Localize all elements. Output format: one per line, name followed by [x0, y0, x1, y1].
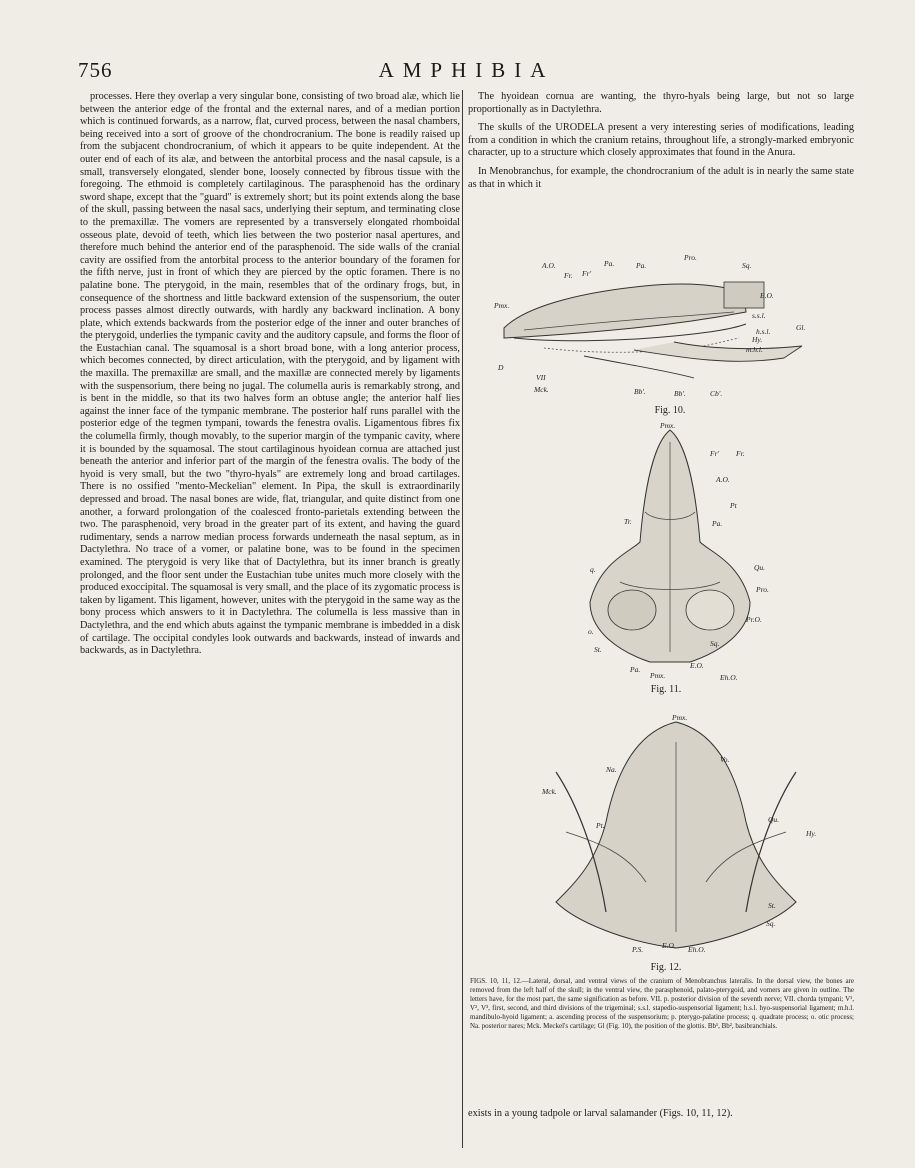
fig11-label: o. [588, 627, 594, 636]
fig10-label: Mck. [534, 385, 549, 394]
figure-10 [484, 238, 824, 398]
fig11-label: St. [594, 645, 602, 654]
fig11-label: Pt [730, 501, 737, 510]
fig10-label: Fr' [582, 269, 592, 278]
fig11-label: q. [590, 565, 596, 574]
fig12-label: Pt. [596, 821, 605, 830]
fig11-label: Pa. [630, 665, 641, 674]
figure-12-illustration [536, 712, 826, 960]
fig11-label: Pr.O. [746, 615, 762, 624]
fig12-label: Mck. [542, 787, 557, 796]
fig12-label: Qu. [768, 815, 780, 824]
figure-10-illustration [484, 238, 824, 398]
running-head: AMPHIBIA [378, 58, 555, 82]
fig11-label: Sq. [710, 639, 720, 648]
right-paragraph-2: The skulls of the URODELA present a very interesting series of modifications, leading from a condition in which the cranium retains, throughout life, a strongly-marked embryonic character, up to a structure which closely approximates that found in the Anura. [468, 122, 854, 159]
figure-10-caption: Fig. 10. [654, 405, 686, 416]
right-paragraph-3: In Menobranchus, for example, the chondrocranium of the adult is in nearly the same state as that in which it [468, 165, 854, 190]
left-column-text: processes. Here they overlap a very singular bone, consisting of two broad alæ, which lie between the anterior edge of the frontal and the external nares, and of a median portion which is continued forwards, as a narrow, flat, curved process, between the nasal chambers, being received into a sort of groove of the chondrocranium. The bone is readily raised up from the subjacent chondrocranium, of which it appears to be quite independent. At the outer end of each of its alæ, and between the antorbital process and the nasal capsule, is a small, transversely elongated, slender bone, loosely connected by fibrous tissue with the foregoing. The ethmoid is completely cartilaginous. The parasphenoid has the ordinary sword shape, except that the "guard" is extremely short; but its point extends along the base of the skull, passing between the nasal sacs, underlying their septum, and terminating close to the premaxillæ. The vomers are represented by a transversely elongated rhomboidal osseous plate, devoid of teeth, which lies between the two posterior nasal apertures, and therefore much behind the anterior end of the parasphenoid. The side walls of the cranial cavity are ossified from the antorbital process to the anterior boundary of the foramen for the fifth nerve, just in front of which they are pierced by the optic foramen. There is no palatine bone. The pterygoid, in the main, resembles that of the ordinary frogs, but, in consequence of the shortness and little backward extension of the suspensorium, the outer process passes almost directly outwards, with hardly any backward inclination. A bony plate, which extends backwards from the posterior edge of the inner and outer branches of the pterygoid, underlies the tympanic cavity and the auditory capsule, and forms the floor of the Eustachian canal. The squamosal is a short broad bone, with a long anterior process, which becomes connected, by direct articulation, with the pterygoid, and by ligament with the maxilla. The premaxillæ are small, and the maxillæ are connected merely by ligaments with the suspensorium, there being no jugal. The columella auris is remarkably strong, and is bent in the middle, so that its two halves form an obtuse angle; the anterior half lies against the inner face of the tympanic membrane. The posterior half runs parallel with the posterior edge of the tegmen tympani, towards the fenestra ovalis. Ligamentous fibres fix the columella firmly, though movably, to the superior margin of the tympanic cavity, where it is bounded by the squamosal. The stout cartilaginous hyoidean cornua are attached just beneath the anterior and inferior part of the margin of the fenestra ovalis. The body of the hyoid is very small, but the two "thyro-hyals" are extremely long and broad cartilages. There is no ossified "mento-Meckelian" element. In Pipa, the skull is extraordinarily depressed and broad. The nasal bones are wide, flat, triangular, and quite distinct from one another, a forward prolongation of the coalesced fronto-parietals extending between the two. The parasphenoid, very broad in the greater part of its extent, and having the guard rudimentary, sends a narrow median process forwards underneath the nasal septum, as in Dactylethra. No trace of a vomer, or palatine bone, was to be found in the specimen examined. The pterygoid is very like that of Dactylethra, but its inner branch is greatly prolonged, and the floor sent under the Eustachian tube unites much more closely with the produced exoccipital. The squamosal is very small, and the place of its zygomatic process is taken by ligament. This ligament, however, unites with the pterygoid in the same way as the bony process which answers to it in Dactylethra. The columella is less massive than in Dactylethra, and the end which abuts against the tympanic membrane is imbedded in a disk of cartilage. The occipital condyles look outwards and backwards, instead of inwards and backwards, as in Dactylethra. [80, 91, 460, 657]
fig10-label: Pro. [684, 253, 697, 262]
fig11-label: Tr. [624, 517, 632, 526]
fig12-label: Pmx. [672, 713, 688, 722]
figure-11-caption: Fig. 11. [650, 684, 682, 695]
fig10-label: Pmx. [494, 301, 510, 310]
fig10-label: Sq. [742, 261, 752, 270]
fig10-label: Cb'. [710, 389, 723, 398]
page-number: 756 [78, 58, 113, 82]
fig10-label: Bb'. [674, 389, 686, 398]
fig11-label: E.O. [690, 661, 704, 670]
fig11-label: Pa. [712, 519, 723, 528]
left-column [80, 91, 460, 1151]
page-header [78, 58, 855, 84]
fig10-label: Gl. [796, 323, 806, 332]
figure-caption: FIGS. 10, 11, 12.—Lateral, dorsal, and ventral views of the cranium of Menobranchus lateralis. In the dorsal view, the bones are removed from the left half of the skull; in the ventral view, the parasphenoid, palato-pterygoid, and vomers are given in outline. The letters have, for the most part, the same signification as before. VII. p. posterior division of the seventh nerve; VII. chorda tympani; V¹, V², V³, first, second, and third divisions of the trigeminal; s.s.l. stapedio-suspensorial ligament; h.s.l. hyo-suspensorial ligament; m.h.l. mandibulo-hyoid ligament; a. ascending process of the suspensorium; p. pterygo-palatine process; q. quadrate process; o. otic process; Na. posterior nares; Mck. Meckel's cartilage; Gl (Fig. 10), the position of the glottis. Bb¹, Bb², basibranchials. [470, 977, 854, 1030]
fig12-label: Na. [606, 765, 617, 774]
fig10-label: Bb'. [634, 387, 646, 396]
fig10-label: Fr. [564, 271, 573, 280]
fig12-label: St. [768, 901, 776, 910]
fig10-label: Hy. [752, 335, 763, 344]
right-column-top [468, 91, 854, 191]
fig12-label: Eh.O. [688, 945, 706, 954]
fig12-label: Sq. [766, 919, 776, 928]
figure-12-caption: Fig. 12. [650, 962, 682, 973]
fig11-label: Pro. [756, 585, 769, 594]
figure-12 [536, 712, 826, 960]
fig12-label: Hy. [806, 829, 817, 838]
fig10-label: D [498, 363, 504, 372]
fig11-label: Pmx. [650, 671, 666, 680]
figure-11-illustration [560, 422, 780, 682]
fig10-label: Pa. [636, 261, 647, 270]
fig12-label: E.O. [662, 941, 676, 950]
fig10-label: E.O. [760, 291, 774, 300]
fig11-label: Qu. [754, 563, 766, 572]
figure-11 [560, 422, 780, 682]
right-column-bottom: exists in a young tadpole or larval salamander (Figs. 10, 11, 12). [468, 1108, 733, 1119]
fig10-label: s.s.l. [752, 311, 766, 320]
fig11-label: Eh.O. [720, 673, 738, 682]
right-paragraph-1: The hyoidean cornua are wanting, the thyro-hyals being large, but not so large proportionally as in Dactylethra. [468, 91, 854, 115]
fig11-label: Fr. [736, 449, 745, 458]
fig11-label: A.O. [716, 475, 730, 484]
column-rule [462, 90, 463, 1148]
fig10-label: VII [536, 373, 546, 382]
fig10-label: A.O. [542, 261, 556, 270]
fig11-label: Fr' [710, 449, 720, 458]
fig10-label: h.s.l. [756, 327, 771, 336]
fig11-label: Pmx. [660, 422, 676, 430]
fig10-label: Pa. [604, 259, 615, 268]
fig12-label: Vo. [720, 755, 730, 764]
fig10-label: m.h.l. [746, 345, 763, 354]
fig12-label: P.S. [632, 945, 644, 954]
